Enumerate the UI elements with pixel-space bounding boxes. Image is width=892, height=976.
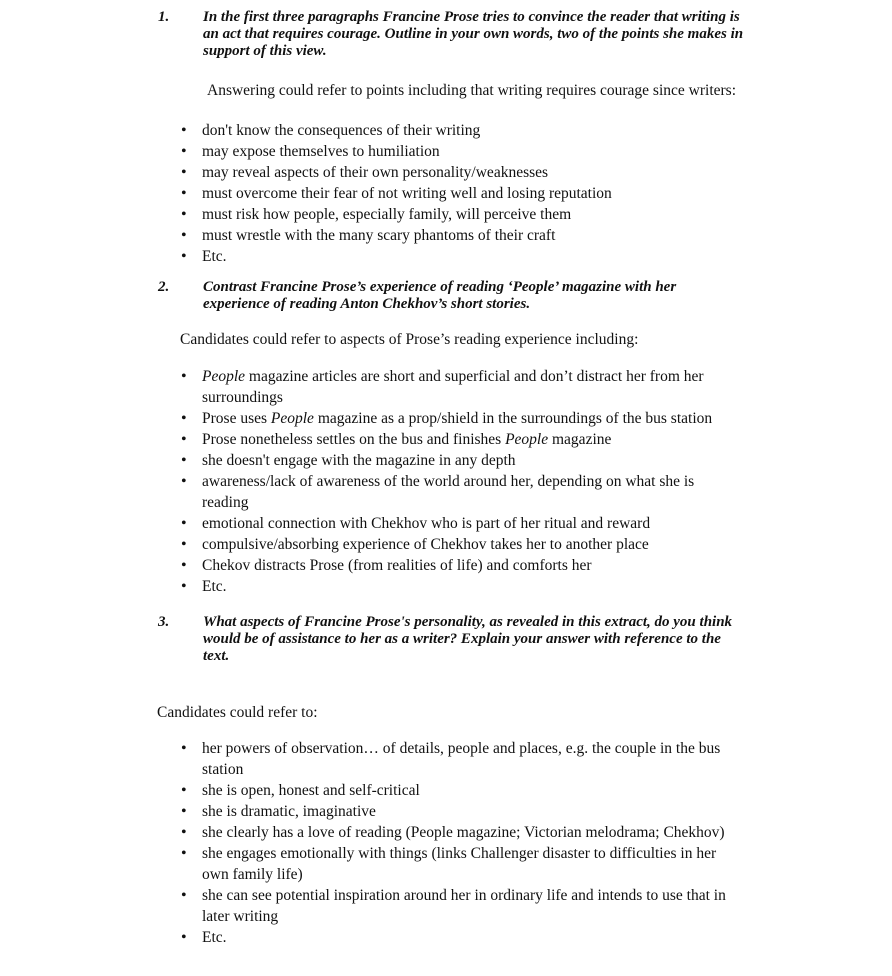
answer-list xyxy=(181,120,741,267)
list-item: • People magazine articles are short and superficial and don’t distract her from her surroundings xyxy=(181,366,721,408)
list-item: • Etc. xyxy=(181,576,721,597)
list-item: • may reveal aspects of their own personality/weaknesses xyxy=(181,162,741,183)
question-number: 2. xyxy=(158,279,170,295)
list-item: • she doesn't engage with the magazine in any depth xyxy=(181,450,721,471)
list-item: • don't know the consequences of their writing xyxy=(181,120,741,141)
list-item: • must risk how people, especially family, will perceive them xyxy=(181,204,741,225)
list-item: • Etc. xyxy=(181,246,741,267)
question-text: In the first three paragraphs Francine Prose tries to convince the reader that writing is an act that requires courage. Outline in your own words, two of the points she makes in support of this view. xyxy=(203,9,744,59)
question-text: Contrast Francine Prose’s experience of reading ‘People’ magazine with her experience of reading Anton Chekhov’s short stories. xyxy=(203,279,677,312)
answer-list xyxy=(181,738,736,948)
list-item: • Chekov distracts Prose (from realities of life) and comforts her xyxy=(181,555,721,576)
list-item: • emotional connection with Chekhov who is part of her ritual and reward xyxy=(181,513,721,534)
answer-intro: Candidates could refer to aspects of Prose’s reading experience including: xyxy=(180,331,639,348)
magazine-title: People xyxy=(270,410,314,427)
list-item: • may expose themselves to humiliation xyxy=(181,141,741,162)
answer-intro: Answering could refer to points including that writing requires courage since writers: xyxy=(207,82,737,99)
list-item: • her powers of observation… of details, people and places, e.g. the couple in the bus station xyxy=(181,738,736,780)
list-item: • Prose nonetheless settles on the bus and finishes People magazine xyxy=(181,429,721,450)
magazine-title: People xyxy=(202,368,246,385)
list-item: • she is dramatic, imaginative xyxy=(181,801,736,822)
question-number: 3. xyxy=(158,614,170,630)
list-item: • must overcome their fear of not writing well and losing reputation xyxy=(181,183,741,204)
list-item: • she can see potential inspiration around her in ordinary life and intends to use that in later writing xyxy=(181,885,736,927)
answer-intro: Candidates could refer to: xyxy=(157,704,318,721)
list-item: • compulsive/absorbing experience of Chekhov takes her to another place xyxy=(181,534,721,555)
list-item: • awareness/lack of awareness of the world around her, depending on what she is reading xyxy=(181,471,721,513)
list-item: • Prose uses People magazine as a prop/shield in the surroundings of the bus station xyxy=(181,408,721,429)
list-item: • must wrestle with the many scary phantoms of their craft xyxy=(181,225,741,246)
list-item: • she clearly has a love of reading (People magazine; Victorian melodrama; Chekhov) xyxy=(181,822,736,843)
magazine-title: People xyxy=(505,431,549,448)
list-item: • she is open, honest and self-critical xyxy=(181,780,736,801)
question-number: 1. xyxy=(158,9,170,25)
answer-list xyxy=(181,366,721,597)
list-item: • she engages emotionally with things (links Challenger disaster to difficulties in her own family life) xyxy=(181,843,736,885)
question-text: What aspects of Francine Prose's personality, as revealed in this extract, do you think would be of assistance to her as a writer? Explain your answer with reference to the text. xyxy=(203,614,733,664)
list-item: • Etc. xyxy=(181,927,736,948)
